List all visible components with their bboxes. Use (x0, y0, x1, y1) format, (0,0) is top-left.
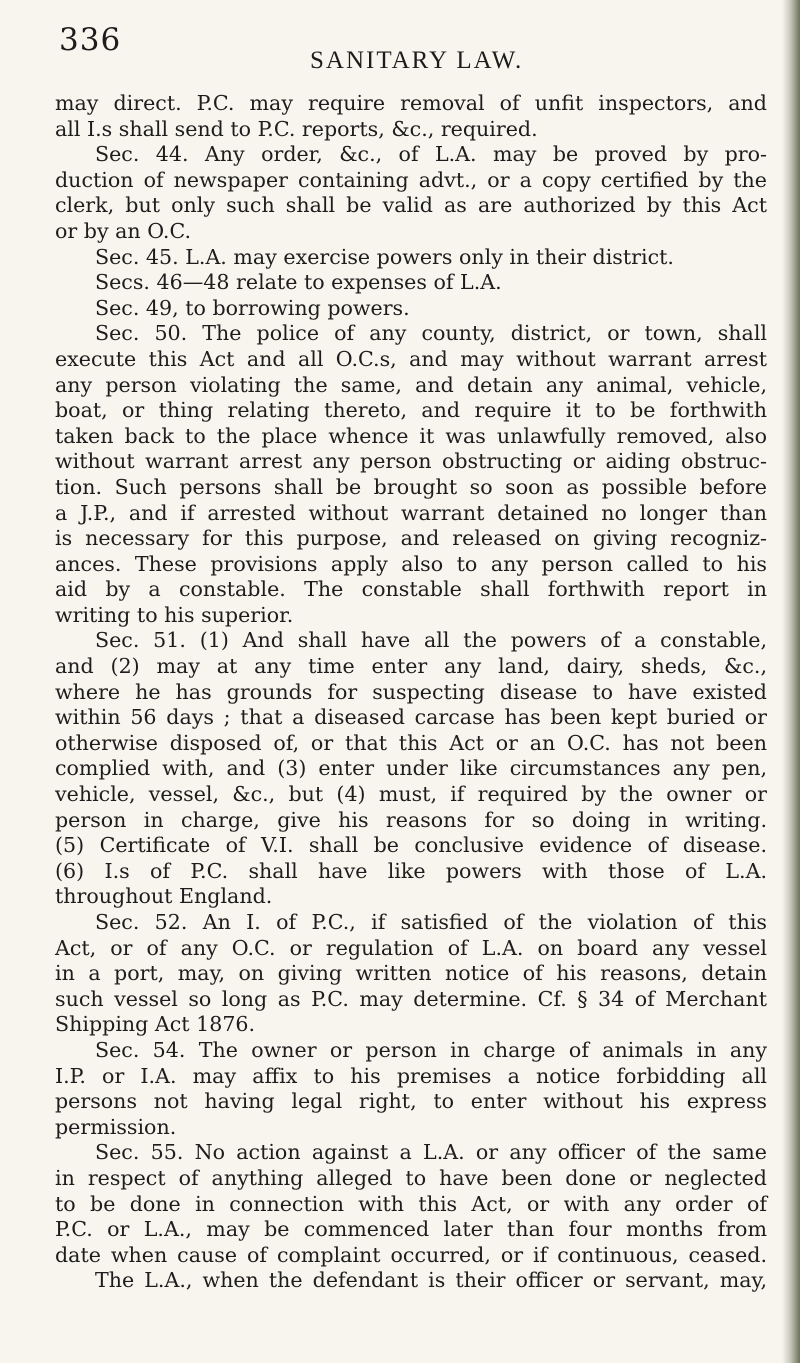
text-line: Sec. 45. L.A. may exercise powers only in their district. (95, 244, 674, 269)
text-line: writing to his superior. (55, 602, 294, 627)
text-line: complied with, and (3) enter under like circumstances any pen, (55, 756, 767, 781)
text-line: Sec. 54. The owner or person in charge of animals in any (95, 1037, 767, 1062)
text-line: a J.P., and if arrested without warrant detained no longer than (55, 500, 767, 525)
text-line: P.C. or L.A., may be commenced later than four months from (55, 1217, 767, 1242)
text-line: The L.A., when the defendant is their officer or servant, may, (95, 1268, 767, 1293)
text-line: throughout England. (55, 884, 273, 909)
text-line: may direct. P.C. may require removal of unfit inspectors, and (55, 91, 767, 115)
text-line: Act, or of any O.C. or regulation of L.A. on board any vessel (55, 935, 767, 960)
text-line: Sec. 49, to borrowing powers. (95, 295, 410, 320)
page-number: 336 (59, 22, 122, 58)
text-line: Sec. 52. An I. of P.C., if satisfied of the violation of this (95, 910, 767, 934)
text-line: I.P. or I.A. may affix to his premises a notice forbidding all (55, 1063, 767, 1088)
text-line: where he has grounds for suspecting disease to have existed (55, 679, 767, 704)
text-line: (6) I.s of P.C. shall have like powers with those of L.A. (55, 858, 767, 883)
text-line: and (2) may at any time enter any land, dairy, sheds, &c., (55, 654, 767, 679)
text-line: all I.s shall send to P.C. reports, &c., required. (55, 116, 538, 141)
text-line: duction of newspaper containing advt., or a copy certified by the (55, 167, 767, 192)
text-line: to be done in connection with this Act, or with any order of (55, 1191, 767, 1216)
text-line: in respect of anything alleged to have been done or neglected (55, 1165, 767, 1190)
text-line: or by an O.C. (55, 218, 192, 243)
text-line: vehicle, vessel, &c., but (4) must, if required by the owner or (55, 782, 767, 807)
text-line: date when cause of complaint occurred, or if continuous, ceased. (55, 1242, 767, 1267)
text-line: Sec. 44. Any order, &c., of L.A. may be proved by pro- (95, 142, 767, 167)
text-line: boat, or thing relating thereto, and require it to be forthwith (55, 398, 767, 423)
text-line: Sec. 55. No action against a L.A. or any officer of the same (95, 1140, 767, 1165)
text-line: person in charge, give his reasons for so doing in writing. (55, 807, 767, 832)
text-line: tion. Such persons shall be brought so soon as possible before (55, 474, 767, 499)
text-line: taken back to the place whence it was unlawfully removed, also (55, 423, 767, 448)
text-line: permission. (55, 1114, 177, 1139)
text-line: Shipping Act 1876. (55, 1012, 256, 1037)
page-edge-shadow (782, 0, 800, 1363)
text-line: Secs. 46—48 relate to expenses of L.A. (95, 270, 502, 295)
text-line: clerk, but only such shall be valid as are authorized by this Act (55, 193, 767, 218)
body-text (55, 91, 767, 1294)
text-line: (5) Certificate of V.I. shall be conclusive evidence of disease. (55, 833, 767, 858)
text-line: execute this Act and all O.C.s, and may without warrant arrest (55, 346, 767, 371)
text-line: such vessel so long as P.C. may determine. Cf. § 34 of Merchant (55, 986, 767, 1011)
text-line: any person violating the same, and detain any animal, vehicle, (55, 372, 767, 397)
text-line: without warrant arrest any person obstructing or aiding obstruc- (55, 449, 767, 474)
text-line: Sec. 51. (1) And shall have all the powers of a constable, (95, 628, 767, 653)
text-line: ances. These provisions apply also to any person called to his (55, 551, 767, 576)
text-line: is necessary for this purpose, and released on giving recogniz- (55, 526, 767, 551)
text-line: persons not having legal right, to enter without his express (55, 1089, 767, 1114)
running-head-title: SANITARY LAW. (310, 47, 524, 74)
text-line: in a port, may, on giving written notice of his reasons, detain (55, 961, 767, 986)
text-line: aid by a constable. The constable shall forthwith report in (55, 577, 767, 602)
text-line: within 56 days ; that a diseased carcase has been kept buried or (55, 705, 767, 730)
text-line: otherwise disposed of, or that this Act or an O.C. has not been (55, 730, 767, 755)
text-line: Sec. 50. The police of any county, district, or town, shall (95, 321, 767, 346)
